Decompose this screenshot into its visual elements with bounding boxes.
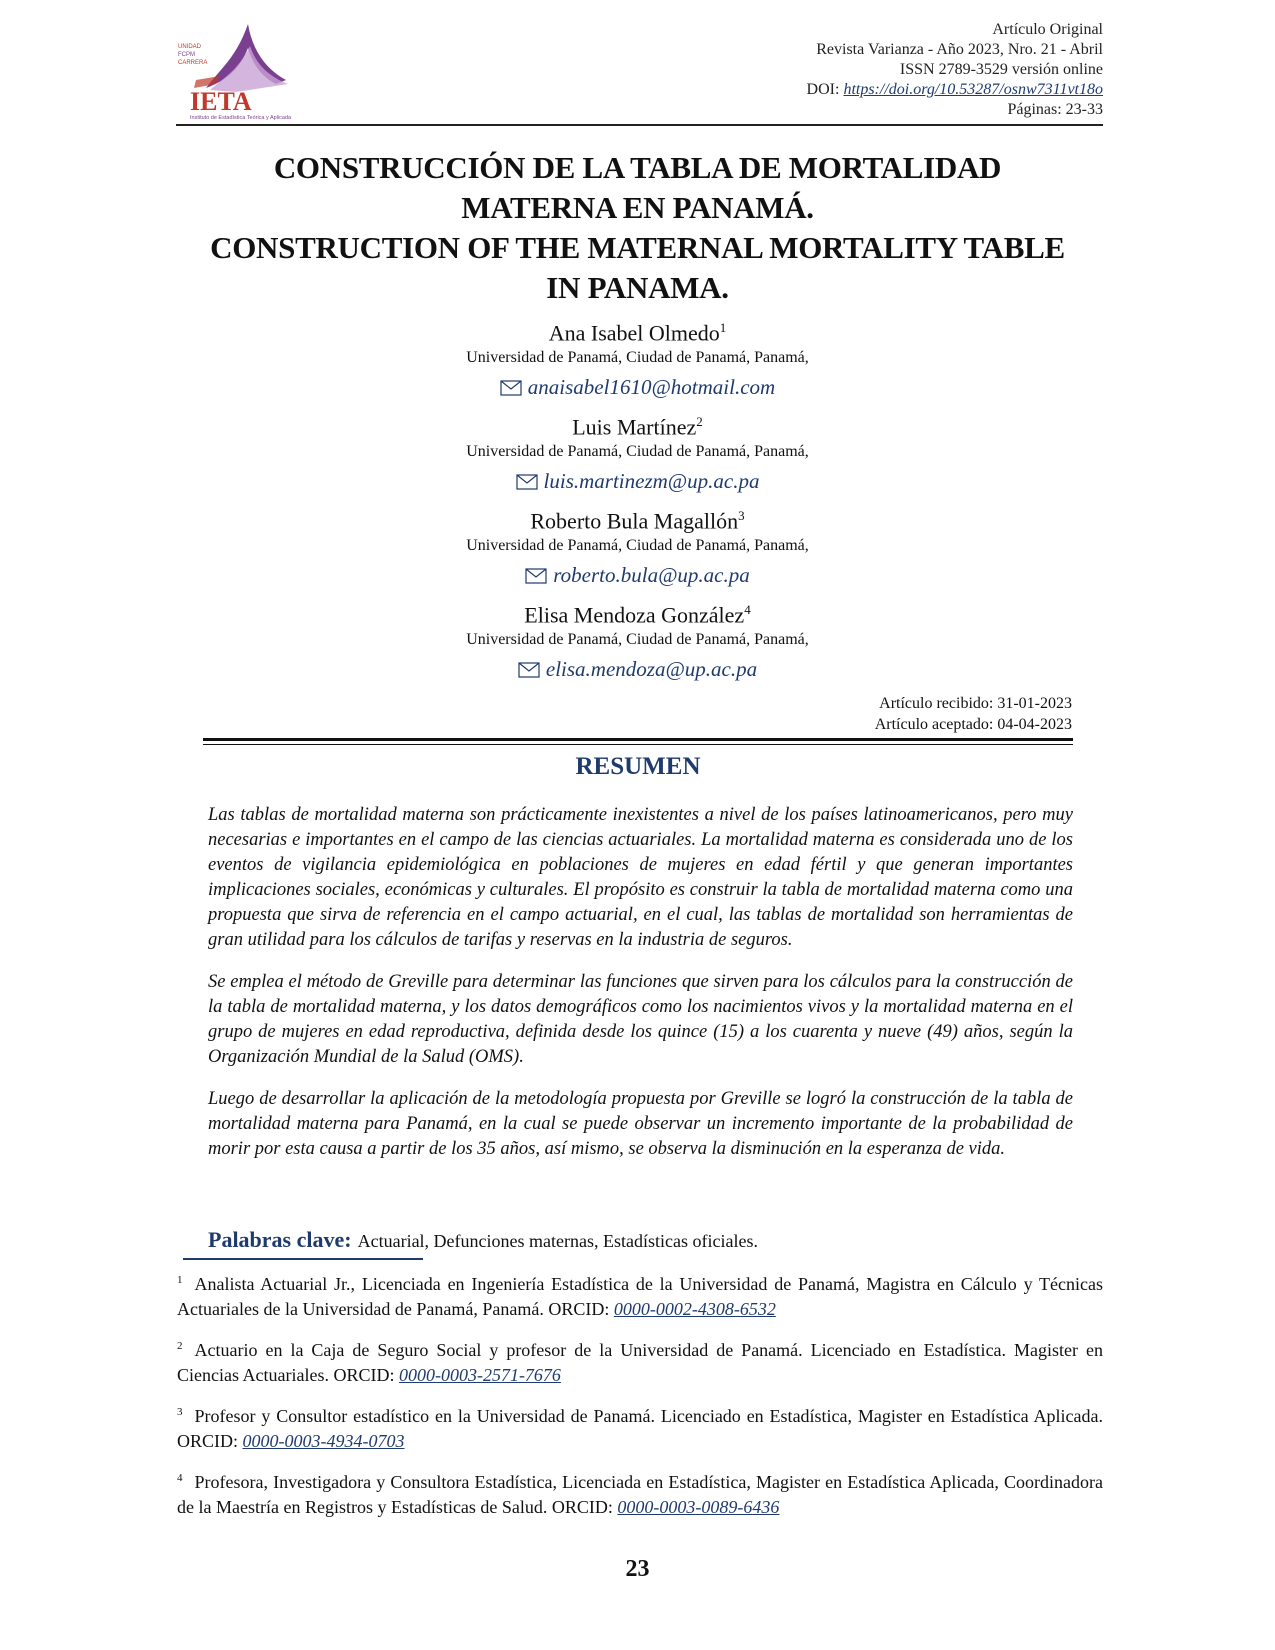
author-name: Ana Isabel Olmedo — [548, 320, 720, 346]
footnote — [177, 1466, 1103, 1520]
svg-text:UNIDAD: UNIDAD — [178, 44, 202, 50]
keywords-label: Palabras clave: — [208, 1227, 352, 1252]
doi-label: DOI: — [806, 81, 840, 98]
author-footnote-ref[interactable]: 1 — [719, 320, 727, 335]
abstract-paragraph: Se emplea el método de Greville para determinar las funciones que sirven para los cálculos para la construcción de la tabla de mortalidad materna, y los datos demográficos como los nacimientos vivos y la mortalidad materna en el grupo de mujeres en edad reproductiva, definida desde los quince (15) a los cuarenta y nueve (49) años, según la Organización Mundial de la Salud (OMS). — [208, 972, 1073, 1067]
svg-text:FCPM: FCPM — [178, 52, 195, 58]
article-dates — [875, 693, 1072, 735]
author-name: Roberto Bula Magallón — [530, 508, 739, 534]
logo-text: IETA — [190, 87, 252, 116]
title-en-line2: IN PANAMA. — [546, 270, 729, 305]
doi-link[interactable]: https://doi.org/10.53287/osnw7311vt18o — [843, 81, 1103, 98]
abstract-divider-thin — [203, 744, 1073, 745]
ieta-logo-icon — [176, 18, 294, 122]
author-email[interactable]: luis.martinezm@up.ac.pa — [543, 469, 760, 494]
author-footnote-ref[interactable]: 3 — [738, 508, 745, 523]
footnote — [177, 1400, 1103, 1454]
author-affiliation: Universidad de Panamá, Ciudad de Panamá, Panamá, — [466, 443, 809, 461]
author-block — [240, 409, 1035, 503]
footnote-number: 2 — [177, 1340, 183, 1352]
footnote-text: Profesor y Consultor estadístico en la Universidad de Panamá. Licenciado en Estadística, Magister en Estadística Aplicada. ORCID: — [177, 1406, 1103, 1451]
keywords-text: Actuarial, Defunciones maternas, Estadísticas oficiales. — [357, 1231, 758, 1251]
author-footnote-ref[interactable]: 4 — [744, 602, 751, 617]
footnote-text: Profesora, Investigadora y Consultora Estadística, Licenciada en Estadística, Magister en Estadística Aplicada, Coordinadora de la Maestría en Registros y Estadísticas de Salud. ORCID: — [177, 1472, 1103, 1517]
email-icon — [525, 568, 547, 584]
article-header — [807, 20, 1103, 120]
orcid-link[interactable]: 0000-0002-4308-6532 — [613, 1299, 776, 1319]
email-icon — [518, 662, 540, 678]
abstract-divider — [203, 738, 1073, 741]
footnote-number: 3 — [177, 1406, 183, 1418]
footnote — [177, 1268, 1103, 1322]
author-block — [240, 597, 1035, 691]
author-email[interactable]: elisa.mendoza@up.ac.pa — [545, 657, 758, 682]
author-list — [240, 315, 1035, 691]
footnote-number: 4 — [177, 1472, 183, 1484]
date-accepted: Artículo aceptado: 04-04-2023 — [874, 716, 1072, 733]
issn: ISSN 2789-3529 versión online — [899, 61, 1103, 78]
title-es-line2: MATERNA EN PANAMÁ. — [461, 190, 814, 225]
author-block — [240, 503, 1035, 597]
orcid-link[interactable]: 0000-0003-0089-6436 — [617, 1497, 780, 1517]
date-received: Artículo recibido: 31-01-2023 — [879, 695, 1072, 712]
email-icon — [500, 380, 522, 396]
abstract-heading: RESUMEN — [575, 753, 701, 780]
title-es-line1: CONSTRUCCIÓN DE LA TABLA DE MORTALIDAD — [273, 150, 1002, 185]
logo-subtext: Instituto de Estadística Teórica y Aplicada — [190, 115, 292, 121]
email-icon — [516, 474, 538, 490]
journal-logo — [176, 18, 294, 122]
pages: Páginas: 23-33 — [1007, 101, 1103, 118]
footnote-separator — [183, 1258, 423, 1260]
abstract-paragraph: Las tablas de mortalidad materna son prácticamente inexistentes a nivel de los países latinoamericanos, pero muy necesarias e importantes en el campo de las ciencias actuariales. La mortalidad materna es considerada uno de los eventos de vigilancia epidemiológica en poblaciones de mujeres en edad fértil y que generan importantes implicaciones sociales, económicas y culturales. El propósito es construir la tabla de mortalidad materna como una propuesta que sirva de referencia en el campo actuarial, en el cual, las tablas de mortalidad son herramientas de gran utilidad para los cálculos de tarifas y reservas en la industria de seguros. — [208, 805, 1073, 950]
keywords — [208, 1227, 758, 1253]
abstract-paragraph: Luego de desarrollar la aplicación de la metodología propuesta por Greville se logró la construcción de la tabla de mortalidad materna para Panamá, en la cual se puede observar un incremento importante de la probabilidad de morir por esta causa a partir de los 35 años, así mismo, se observa la disminución en la esperanza de vida. — [208, 1089, 1073, 1159]
author-email[interactable]: roberto.bula@up.ac.pa — [553, 563, 750, 588]
title-en-line1: CONSTRUCTION OF THE MATERNAL MORTALITY TABLE — [210, 230, 1065, 265]
author-name: Luis Martínez — [572, 414, 697, 440]
orcid-link[interactable]: 0000-0003-2571-7676 — [398, 1365, 561, 1385]
doi-line — [807, 80, 1103, 100]
page-number: 23 — [625, 1556, 650, 1582]
author-affiliation: Universidad de Panamá, Ciudad de Panamá, Panamá, — [466, 631, 809, 649]
author-email[interactable]: anaisabel1610@hotmail.com — [527, 375, 776, 400]
author-affiliation: Universidad de Panamá, Ciudad de Panamá, Panamá, — [466, 349, 809, 367]
journal-issue: Revista Varianza - Año 2023, Nro. 21 - Abril — [816, 41, 1103, 58]
footnote-number: 1 — [177, 1274, 183, 1286]
author-block — [240, 315, 1035, 409]
footnote-text: Analista Actuarial Jr., Licenciada en Ingeniería Estadística de la Universidad de Panamá, Magistra en Cálculo y Técnicas Actuariales de la Universidad de Panamá, Panamá. ORCID: — [177, 1274, 1103, 1319]
article-type: Artículo Original — [992, 21, 1103, 38]
article-title — [150, 148, 1125, 308]
header-divider — [176, 124, 1103, 126]
author-affiliation: Universidad de Panamá, Ciudad de Panamá, Panamá, — [466, 537, 809, 555]
author-name: Elisa Mendoza González — [524, 602, 745, 628]
svg-text:CARRERA: CARRERA — [178, 60, 208, 66]
orcid-link[interactable]: 0000-0003-4934-0703 — [242, 1431, 405, 1451]
footnote — [177, 1334, 1103, 1388]
author-footnote-ref[interactable]: 2 — [696, 414, 703, 429]
footnote-text: Actuario en la Caja de Seguro Social y profesor de la Universidad de Panamá. Licenciado en Estadística. Magister en Ciencias Actuariales. ORCID: — [177, 1340, 1103, 1385]
abstract-body — [208, 803, 1073, 1179]
